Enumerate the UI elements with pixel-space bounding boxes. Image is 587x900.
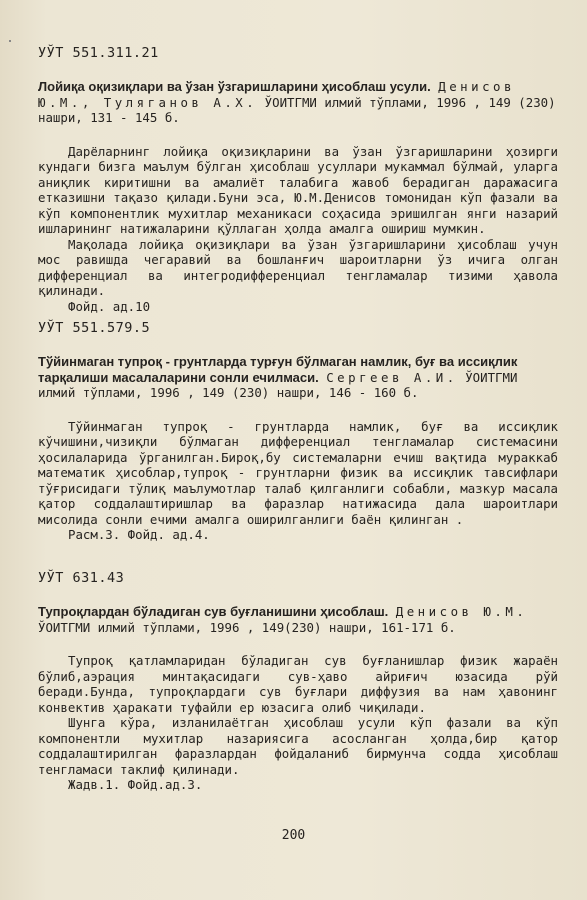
entry-abstract xyxy=(38,653,558,777)
entry-source: ЎОИТГМИ илмий тўплами, 1996 , 149 (230) нашри, 146 - 160 б. xyxy=(38,369,518,400)
entry-authors: Сергеев А.И. xyxy=(326,369,458,385)
entry-meta: Расм.3. Фойд. ад.4. xyxy=(68,527,210,542)
entry-abstract xyxy=(38,419,558,528)
entry-1 xyxy=(38,45,558,314)
entry-heading xyxy=(38,79,558,126)
entry-title: Тупроқлардан бўладиган сув буғланишини ҳисоблаш. xyxy=(38,604,389,619)
entry-source: ЎОИТГМИ илмий тўплами, 1996 , 149 (230) нашри, 131 - 145 б. xyxy=(38,94,556,125)
entry-authors: Денисов Ю.М. xyxy=(395,604,528,619)
entry-heading xyxy=(38,604,558,635)
udc-code: УЎТ 631.43 xyxy=(38,570,125,586)
entry-meta: Жадв.1. Фойд.ад.3. xyxy=(68,777,203,792)
scan-speck xyxy=(9,40,11,42)
entry-title: Тўйинмаган тупроқ - грунтларда турғун бўлмаган намлик, буғ ва иссиқлик тарқалиши масалаларини сонли ечилмаси. xyxy=(38,354,518,385)
udc-code: УЎТ 551.579.5 xyxy=(38,320,151,336)
abstract-paragraph: Шунга кўра, изланилаётган ҳисоблаш усули кўп фазали ва кўп компонентли мухитлар назариясига асосланган ҳолда,бир қатор соддалаштирилган фаразлардан фойдаланиб бирмунча содда ҳисоблаш тенгламаси таклиф қилинади. xyxy=(38,715,558,777)
udc-code: УЎТ 551.311.21 xyxy=(38,45,159,61)
entry-heading xyxy=(38,354,558,401)
abstract-paragraph: Тўйинмаган тупроқ - грунтларда намлик, буғ ва иссиқлик кўчишини,чизиқли бўлмаган дифференциал тенгламалар системасини ҳосилаларида ўрганилган.Бироқ,бу системаларни ечиш вақтида мураккаб математик ҳисоблар,тупроқ - грунтларни физик ва иссиқлик тавсифлари тўғрисидаги тўлиқ маълумотлар талаб қилганлиги собабли, мазкур масала қатор соддалаштиришлар ва фаразлар натижасида дала шароитлари мисолида сонли ечими амалга оширилганлиги баён қилинган . xyxy=(38,418,558,527)
entry-authors: Денисов Ю.М., Туляганов А.Х. xyxy=(38,79,515,110)
page-number: 200 xyxy=(281,828,306,843)
entry-meta: Фойд. ад.10 xyxy=(68,298,151,314)
abstract-paragraph: Мақолада лойиқа оқизиқлари ва ўзан ўзгаришларини ҳисоблаш учун мос равишда чегаравий ва бошланғич шароитларни ўз ичига олган дифференциал ва интегродифференциал тенгламалар тизими ҳавола қилинади. xyxy=(38,236,558,298)
entry-3 xyxy=(38,570,558,793)
entry-title: Лойиқа оқизиқлари ва ўзан ўзгаришларини ҳисоблаш усули. xyxy=(38,79,431,94)
abstract-paragraph: Тупроқ қатламларидан бўладиган сув буғланишлар физик жараён бўлиб,аэрация минтақасидаги сув-ҳаво айриғич юзасида рўй беради.Бунда, тупроқлардаги сув буғлари диффузия ва нам ҳавонинг конвектив ҳаракати туфайли ер юзасига олиб чиқилади. xyxy=(38,653,558,715)
abstract-paragraph: Дарёларнинг лойиқа оқизиқларини ва ўзан ўзгаришларини ҳозирги кундаги бизга маълум бўлган ҳисоблаш усуллари мукаммал бўлмай, уларга аниқлик киритишни ва амалиёт талабига жавоб берадиган даражасига етказишни тақазо қилади.Буни эса, Ю.М.Денисов томонидан кўп фазали ва кўп компонентлик мухитлар механикаси соҳасида эришилган янги назарий ишларининг натижаларини қўллаган ҳолда амалга ошириш мумкин. xyxy=(38,143,558,236)
entry-source: ЎОИТГМИ илмий тўплами, 1996 , 149(230) нашри, 161-171 б. xyxy=(38,619,456,635)
entry-2 xyxy=(38,320,558,543)
entry-abstract xyxy=(38,144,558,299)
